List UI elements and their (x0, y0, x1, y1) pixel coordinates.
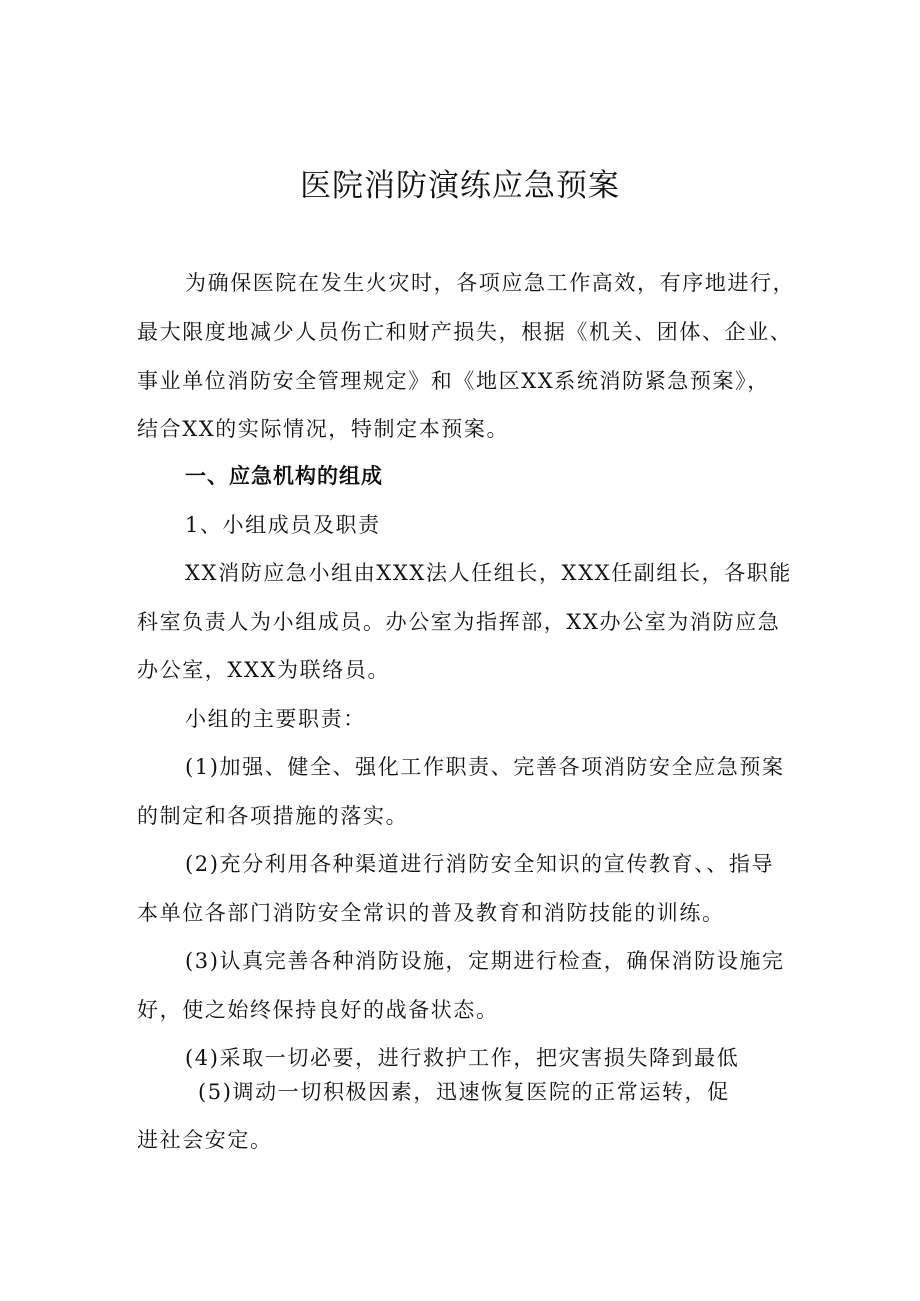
duty-4-line: (4)采取一切必要，进行救护工作，把灾害损失降到最低 (185, 1046, 740, 1070)
duty-5-line-1: (5)调动一切积极因素，迅速恢复医院的正常运转，促 (198, 1080, 730, 1104)
members-line-2: 科室负责人为小组成员。办公室为指挥部，XX办公室为消防应急 (137, 610, 781, 634)
duty-1-line-1: (1)加强、健全、强化工作职责、完善各项消防安全应急预案 (185, 755, 785, 779)
subsection-heading-1: 1、小组成员及职责 (185, 513, 381, 537)
duty-3-line-1: (3)认真完善各种消防设施，定期进行检查，确保消防设施完 (185, 949, 785, 973)
document-title: 医院消防演练应急预案 (300, 168, 620, 204)
duty-5-line-2: 进社会安定。 (137, 1128, 273, 1152)
duties-heading: 小组的主要职责： (185, 707, 366, 731)
section-heading-1: 一、应急机构的组成 (185, 464, 383, 488)
intro-line-4: 结合XX的实际情况，特制定本预案。 (137, 417, 510, 441)
duty-3-line-2: 好，使之始终保持良好的战备状态。 (137, 998, 499, 1022)
intro-line-3: 事业单位消防安全管理规定》和《地区XX系统消防紧急预案》， (137, 369, 770, 393)
intro-line-2: 最大限度地减少人员伤亡和财产损失，根据《机关、团体、企业、 (137, 320, 793, 344)
members-line-1: XX消防应急小组由XXX法人任组长，XXX任副组长，各职能 (185, 561, 792, 585)
duty-1-line-2: 的制定和各项措施的落实。 (137, 804, 409, 828)
duty-2-line-1: (2)充分利用各种渠道进行消防安全知识的宣传教育、、指导 (185, 852, 775, 876)
duty-2-line-2: 本单位各部门消防安全常识的普及教育和消防技能的训练。 (137, 901, 725, 925)
intro-line-1: 为确保医院在发生火灾时，各项应急工作高效，有序地进行， (185, 271, 796, 295)
members-line-3: 办公室，XXX为联络员。 (137, 658, 391, 682)
